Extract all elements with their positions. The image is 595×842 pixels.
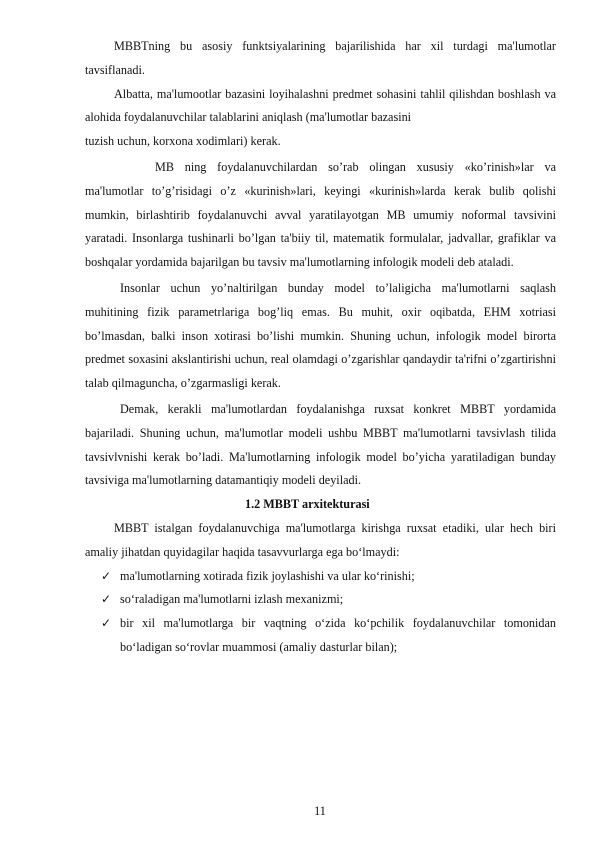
paragraph-2: Albatta, ma'lumootlar bazasini loyihalashni predmet sohasini tahlil qilishdan boshlash va alohida foydalanuvchilar talablarini aniqlash (ma'lumotlar bazasini (85, 86, 556, 125)
list-item (85, 565, 556, 589)
list-item-text: so‘raladigan ma'lumotlarni izlash mexanizmi; (120, 592, 344, 607)
paragraph-5: Demak, kerakli ma'lumotlardan foydalanishga ruxsat konkret MBBT yordamida bajariladi. Shuning uchun, ma'lumotlar modeli ushbu MBBT ma'lumotlarni tavsivlash tilida tavsivlvnishi kerak bo’ladi. Ma'lumotlarning infologik model bo’yicha yaratiladigan bunday tavsiviga ma'lumotlarning datamantiqiy modeli deyiladi. (85, 401, 556, 488)
list-item-text: bir xil ma'lumotlarga bir vaqtning o‘zida ko‘pchilik foydalanuvchilar tomonidan bo‘ladigan so‘rovlar muammosi (amaliy dasturlar bilan); (120, 616, 556, 654)
checkmark-icon: ✓ (101, 616, 112, 631)
paragraph-2-continuation: tuzish uchun, korxona xodimlari) kerak. (85, 134, 281, 149)
body-text (85, 35, 556, 660)
bullet-list (85, 565, 556, 660)
list-item (85, 588, 556, 612)
paragraph-1: MBBTning bu asosiy funktsiyalarining bajarilishida har xil turdagi ma'lumotlar tavsiflanadi. (85, 39, 556, 77)
page-number: 11 (314, 804, 326, 818)
checkmark-icon: ✓ (101, 568, 112, 583)
paragraph-4: Insonlar uchun yo’naltirilgan bunday model to’laligicha ma'lumotlarni saqlash muhitining fizik parametrlariga bog’liq emas. Bu muhit, oxir oqibatda, EHM xotriasi bo’lmasdan, balki inson xotirasi bo’lishi mumkin. Shuning uchun, infologik model birorta predmet soxasini akslantirishi uchun, real olamdagi o’zgarishlar qandaydir ta'rifni o’zgartirishni talab qilmaguncha, o’zgarmasligi kerak. (85, 280, 556, 391)
paragraph-3: MB ning foydalanuvchilardan so’rab olingan xususiy «ko’rinish»lar va ma'lumotlar to’g’risidagi o’z «kurinish»lari, keyingi «kurinish»larda kerak bulib qolishi mumkin, birlashtirib foydalanuvchi avval yaratilayotgan MB umumiy noformal tavsivini yaratadi. Insonlarga tushinarli bo’lgan ta'biiy til, matematik formulalar, jadvallar, grafiklar va boshqalar yordamida bajarilgan bu tavsiv ma'lumotlarning infologik modeli deb ataladi. (85, 159, 556, 270)
section-title: 1.2 MBBT arxitekturasi (245, 497, 370, 512)
list-item-text: ma'lumotlarning xotirada fizik joylashishi va ular ko‘rinishi; (120, 568, 415, 583)
paragraph-6: MBBT istalgan foydalanuvchiga ma'lumotlarga kirishga ruxsat etadiki, ular hech biri amaliy jihatdan quyidagilar haqida tasavvurlarga ega bo‘lmaydi: (85, 520, 556, 559)
checkmark-icon: ✓ (101, 592, 112, 607)
list-item (85, 612, 556, 660)
